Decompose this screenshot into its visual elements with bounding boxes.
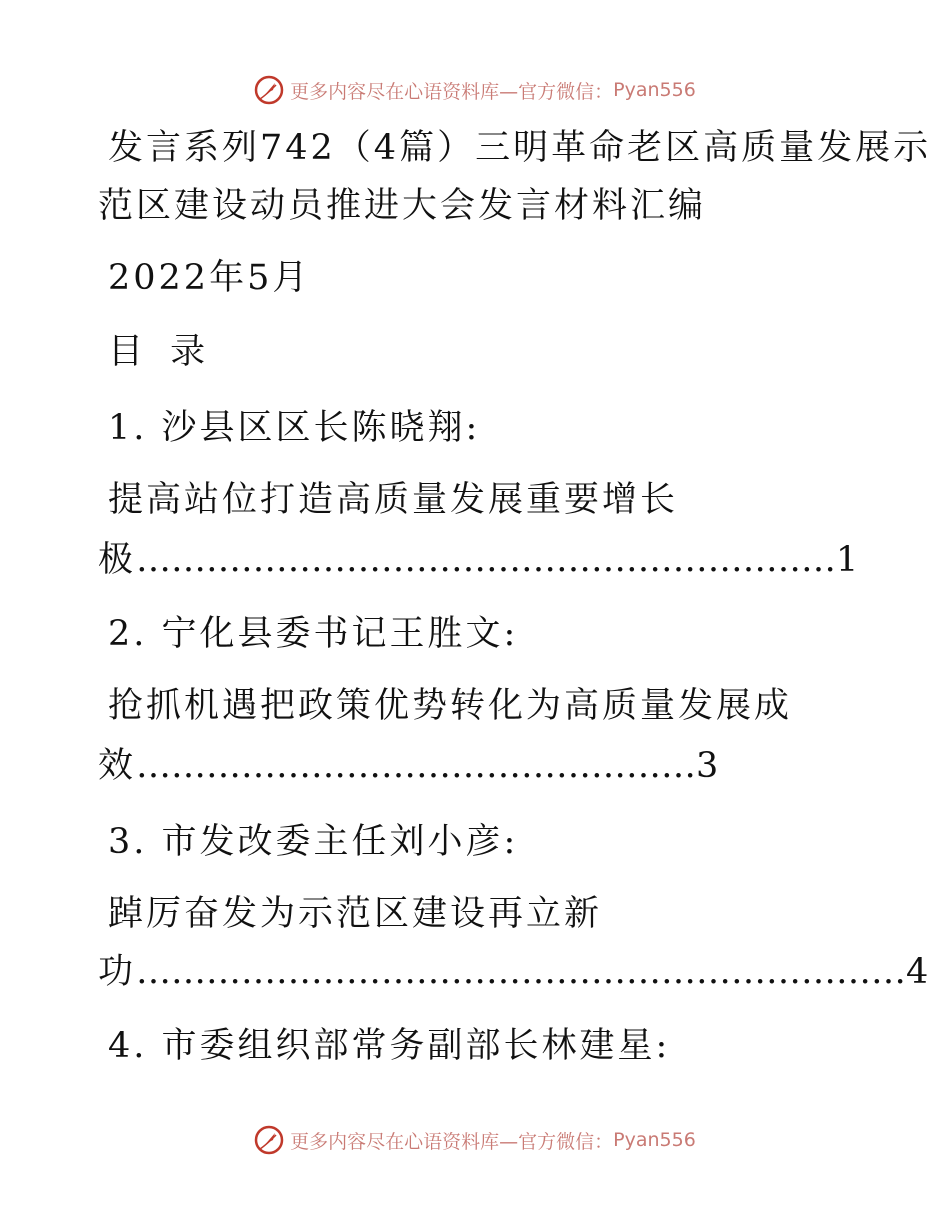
doc-title-line-2: 范区建设动员推进大会发言材料汇编 [98,186,707,226]
toc-entry-1-title-tail: 极 [98,540,137,580]
toc-entry-3-page: 4 [906,952,932,992]
banner-wechat-id: Pyan556 [613,1129,696,1151]
doc-date: 2022年5月 [108,258,311,298]
toc-entry-3-tail-line [98,952,931,992]
toc-heading: 目 录 [108,332,214,372]
toc-entry-1-page: 1 [836,540,862,580]
watermark-banner-bottom [0,1120,950,1160]
banner-text: 更多内容尽在心语资料库—官方微信： [290,80,614,103]
toc-entry-2-title: 抢抓机遇把政策优势转化为高质量发展成 [108,686,793,726]
toc-entry-2-leader-dots: ………………………………………… [136,746,697,786]
feather-logo-icon [254,75,284,105]
toc-entry-1-tail-line [98,540,861,580]
banner-text: 更多内容尽在心语资料库—官方微信： [290,1130,614,1153]
toc-entry-3-speaker: 3. 市发改委主任刘小彦: [108,822,519,862]
toc-entry-4-speaker: 4. 市委组织部常务副部长林建星: [108,1026,671,1066]
feather-logo-icon [254,1125,284,1155]
toc-entry-1-speaker: 1. 沙县区区长陈晓翔: [108,408,481,448]
banner-wechat-id: Pyan556 [613,79,696,101]
toc-entry-3-leader-dots: ………………………………………………………… [136,952,907,992]
doc-title-line-1: 发言系列742（4篇）三明革命老区高质量发展示 [108,128,932,168]
toc-entry-1-leader-dots: …………………………………………………… [136,540,837,580]
toc-entry-3-title-tail: 功 [98,952,137,992]
toc-entry-2-title-tail: 效 [98,746,137,786]
toc-entry-2-speaker: 2. 宁化县委书记王胜文: [108,614,519,654]
toc-entry-3-title: 踔厉奋发为示范区建设再立新 [108,894,603,934]
toc-entry-2-page: 3 [696,746,722,786]
watermark-banner-top [0,70,950,110]
toc-entry-2-tail-line [98,746,721,786]
toc-entry-1-title: 提高站位打造高质量发展重要增长 [108,480,679,520]
